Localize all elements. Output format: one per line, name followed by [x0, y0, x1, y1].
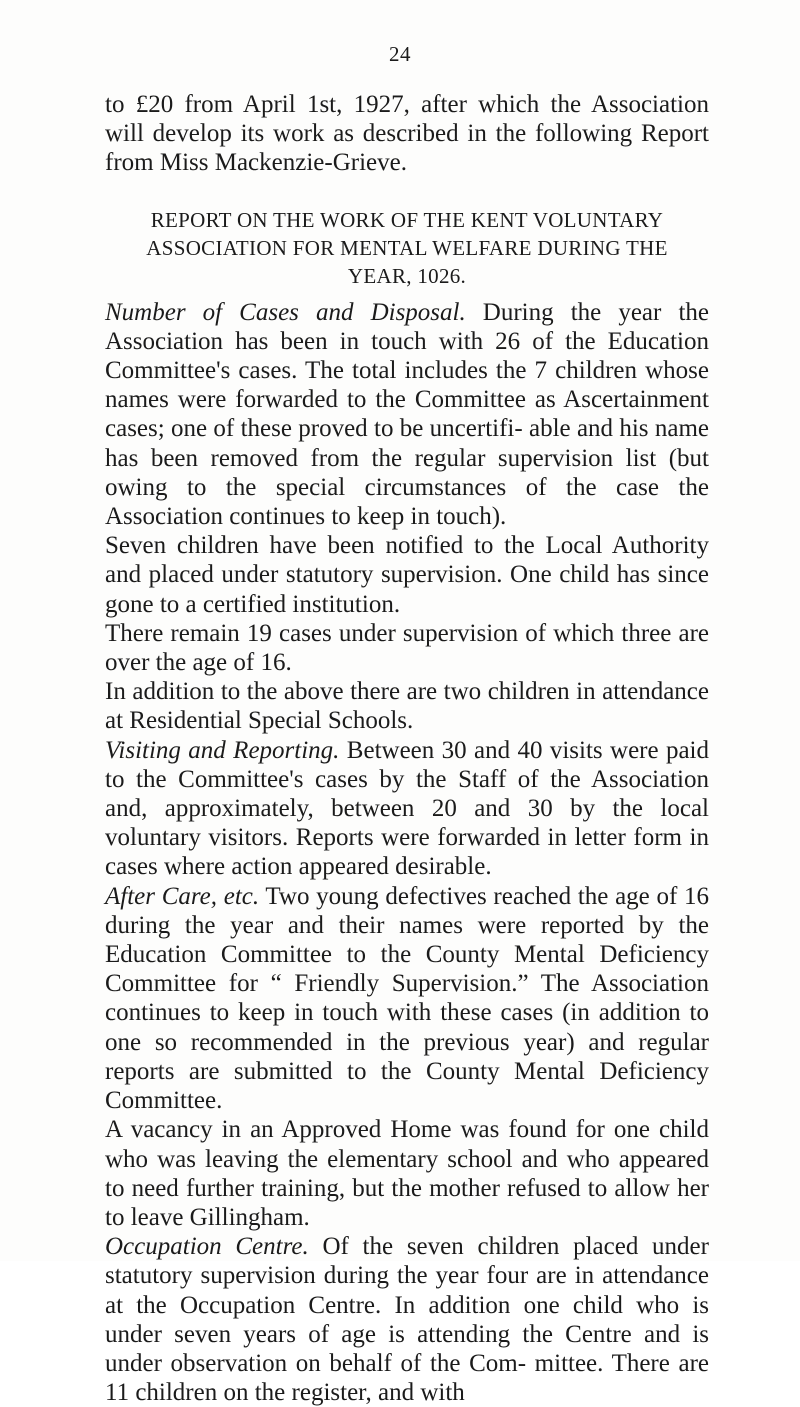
paragraph-residential: In addition to the above there are two children in attendance at Residential Special Schools. [105, 678, 709, 735]
paragraph-vacancy: A vacancy in an Approved Home was found for one child who was leaving the elementary school and who appeared to need further training, but the mother refused to allow her to leave Gillingham. [105, 1116, 709, 1231]
paragraph-seven-children: Seven children have been notified to the Local Authority and placed under statutory supervision. One child has since gone to a certified institution. [105, 532, 709, 618]
paragraph-text: Between 30 and 40 visits were paid to the Committee's cases by the Staff of the Association and, approximately, between 20 and 30 by the local voluntary visitors. Reports were forwarded in letter form in cases where action appeared desirable. [105, 736, 710, 881]
paragraph-after-care [105, 882, 709, 1116]
report-heading-line2: YEAR, 1026. [347, 263, 467, 288]
paragraph-text: During the year the Association has been in touch with 26 of the Education Committee's cases. The total includes the 7 children whose names were forwarded to the Committee as Ascertainment cases; one of these proved to be uncertifi- able and his name has been removed from the regular supervision list (but owing to the special circumstances of the case the Association continues to keep in touch). [105, 298, 709, 531]
paragraph-number-of-cases [105, 298, 709, 532]
paragraph-text: Two young defectives reached the age of 16 during the year and their names were reported by the Education Committee to the County Mental Deficiency Committee for “ Friendly Supervision.” The Association continues to keep in touch with these cases (in addition to one so recommended in the previous year) and regular reports are submitted to the County Mental Deficiency Committee. [105, 882, 710, 1115]
paragraph-remain: There remain 19 cases under supervision of which three are over the age of 16. [105, 619, 709, 677]
section-title-after-care: After Care, etc. [105, 882, 260, 910]
report-heading [105, 206, 709, 290]
section-title-visiting: Visiting and Reporting. [105, 736, 340, 764]
section-title-number-of-cases: Number of Cases and Disposal. [105, 298, 466, 326]
body-text [105, 90, 709, 1407]
paragraph-occupation [105, 1232, 709, 1407]
paragraph-text: Of the seven children placed under statutory supervision during the year four are in attendance at the Occupation Centre. In addition one child who is under seven years of age is attending the Centre and is under observation on behalf of the Com- mittee. There are 11 children on the register, and with [105, 1233, 709, 1407]
page-number: 24 [389, 42, 411, 66]
paragraph-visiting [105, 736, 709, 882]
section-title-occupation: Occupation Centre. [105, 1233, 309, 1261]
intro-paragraph: to £20 from April 1st, 1927, after which the Association will develop its work as described in the following Report from Miss Mackenzie-Grieve. [105, 91, 709, 177]
report-heading-line1: REPORT ON THE WORK OF THE KENT VOLUNTARY ASSOCIATION FOR MENTAL WELFARE DURING THE [146, 207, 668, 260]
